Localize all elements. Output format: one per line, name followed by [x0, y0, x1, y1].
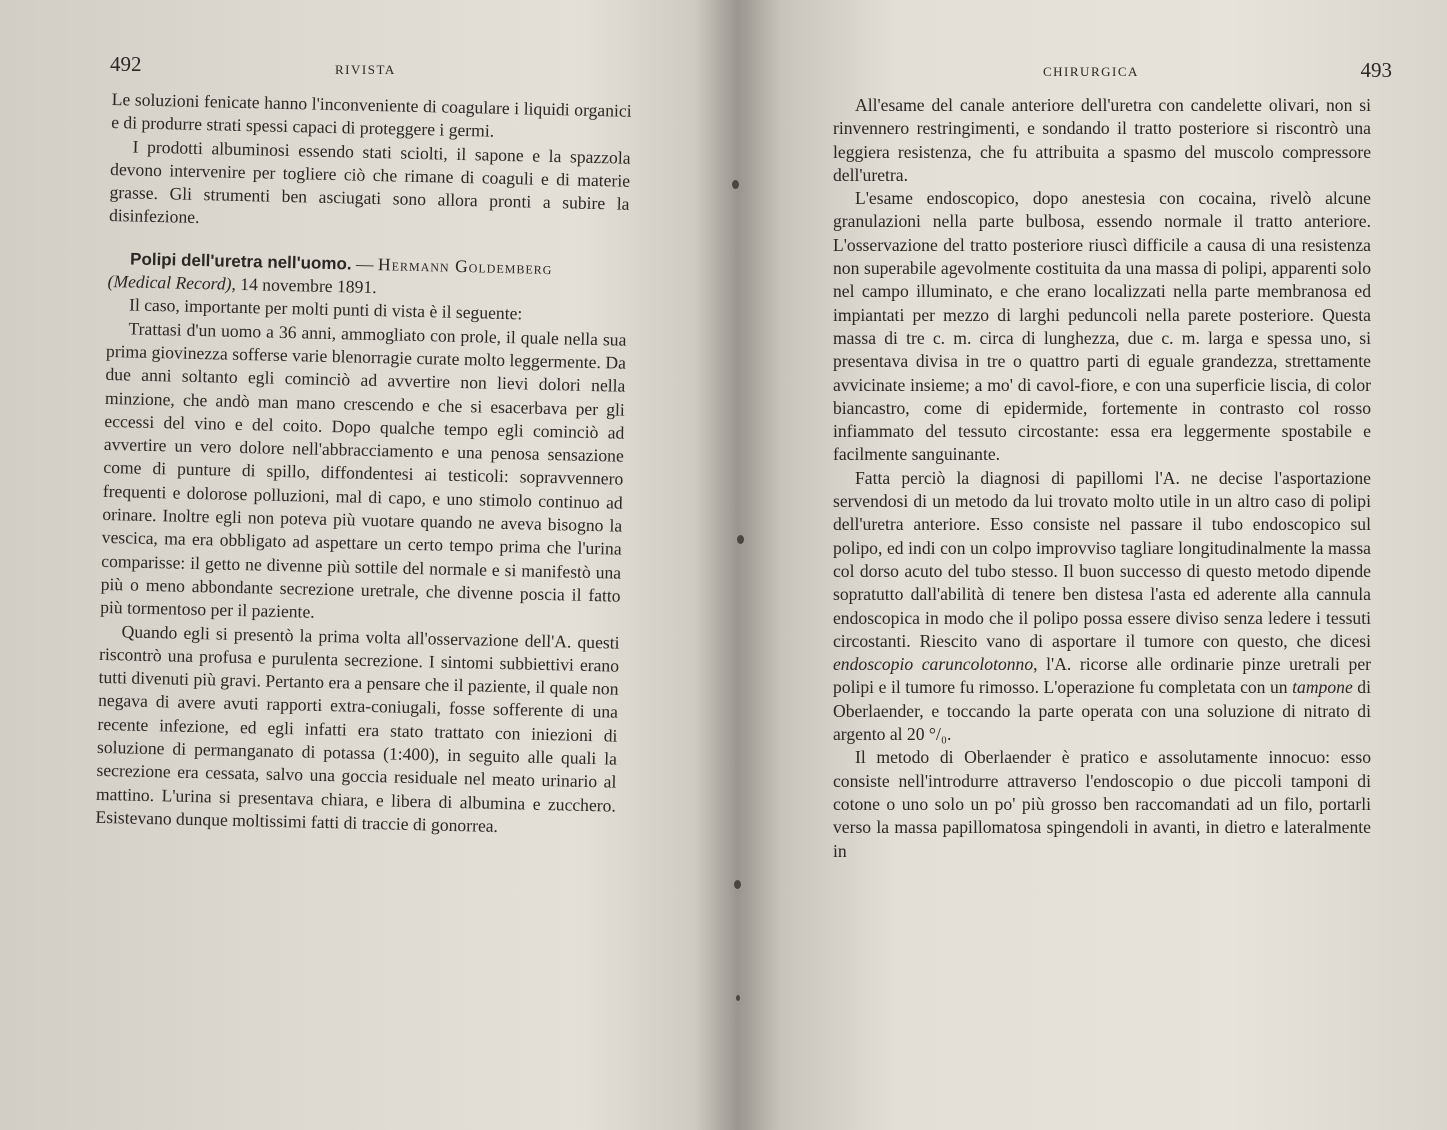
- paragraph: Quando egli si presentò la prima volta all'osservazione dell'A. questi riscontrò una profusa e purulenta secrezione. I sintomi subbiettivi erano tutti divenuti più gravi. Pertanto era a pensare che il paziente, il quale non negava di avere avuti rapporti extra-coniugali, fosse sofferente di una recente infezione, ed egli infatti era stato trattato con iniezioni di soluzione di permanganato di potassa (1:400), in seguito alle quali la secrezione era cessata, salvo una goccia residuale nel meato urinario al mattino. L'urina si presentava chiara, e libera di albumina e zucchero. Esistevano dunque moltissimi fatti di traccie di gonorrea.: [95, 620, 620, 836]
- left-page-text: [95, 88, 632, 841]
- ink-speck: [737, 535, 744, 544]
- paragraph-text: , l'A. ricorse alle ordinarie pinze uretrali per polipi e il tumore fu rimosso. L'operazione fu completata con un: [833, 654, 1371, 698]
- running-head: CHIRURGICA: [1043, 64, 1139, 79]
- running-head: RIVISTA: [335, 62, 396, 77]
- article-author: Hermann Goldemberg: [377, 253, 553, 278]
- right-page-text: [833, 94, 1371, 863]
- paragraph: I prodotti albuminosi essendo stati sciolti, il sapone e la spazzola devono intervenire per togliere ciò che rimane di coaguli e di materie grasse. Gli strumenti ben asciugati sono allora pronti a subire la disinfezione.: [108, 136, 631, 228]
- italic-term: endoscopio caruncolotonno: [833, 654, 1034, 675]
- paragraph: [833, 467, 1371, 747]
- ink-speck: [732, 180, 739, 189]
- paragraph: Le soluzioni fenicate hanno l'inconveniente di coagulare i liquidi organici e di produrre strati spessi capaci di proteggere i germi.: [110, 88, 632, 141]
- paragraph: All'esame del canale anteriore dell'uretra con candelette olivari, non si rinvennero restringimenti, e sondando il tratto posteriore si riscontrò una leggiera resistenza, che fu attribuita a spasmo del muscolo compressore dell'uretra.: [833, 95, 1371, 185]
- article-title: Polipi dell'uretra nell'uomo.: [129, 249, 352, 274]
- paragraph: L'esame endoscopico, dopo anestesia con cocaina, rivelò alcune granulazioni nella parte bulbosa, essendo normale il tratto anteriore. L'osservazione del tratto posteriore riuscì difficile a causa di una resistenza non superabile agevolmente costituita da una massa di polipi, apparenti solo nel campo illuminato, e che erano localizzati nella parte membranosa ed impiantati per mezzo di larghi peduncoli nella parete posteriore. Questa massa di tre c. m. circa di lunghezza, due c. m. larga e spessa uno, si presentava divisa in tre o quattro parti di eguale grandezza, strettamente avvicinate insieme; a mo' di cavol-fiore, e con una superficie liscia, di color biancastro, come di epidermide, fortemente in contrasto col rosso infiammato del tessuto circostante: essa era leggermente spostabile e facilmente sanguinante.: [833, 188, 1371, 465]
- right-page: [725, 0, 1447, 1130]
- paragraph-text: di Oberlaender, e toccando la parte operata con una soluzione di nitrato di argento al 20 °/₀.: [833, 677, 1371, 745]
- paragraph: Trattasi d'un uomo a 36 anni, ammogliato con prole, il quale nella sua prima giovinezza sofferse varie blenorragie curate molto leggermente. Da due anni soltanto egli cominciò ad avvertire non lievi dolori nella minzione, che andò man mano crescendo e che si esacerbava per gli eccessi del vino e del coito. Dopo qualche tempo egli cominciò ad avvertire un vero dolore nell'abbracciamento e una penosa sensazione come di punture di spillo, diffondentesi ai testicoli: sopravvennero frequenti e dolorose polluzioni, mal di capo, e uno stimolo continuo ad orinare. Inoltre egli non poteva più vuotare quando ne aveva bisogno la vescica, ma era obbligato ad aspettare un certo tempo prima che l'urina comparisse: il getto ne divenne più sottile del normale e si manifestò una più o meno abbondante secrezione uretrale, che divenne poscia il fatto più tormentoso per il paziente.: [99, 318, 627, 622]
- article-source: (Medical Record): [107, 271, 232, 294]
- italic-term: tampone: [1292, 677, 1353, 698]
- page-number: 492: [110, 52, 142, 76]
- page-number: 493: [1360, 58, 1392, 82]
- paragraph: Il metodo di Oberlaender è pratico e assolutamente innocuo: esso consiste nell'introdurre attraverso l'endoscopio o due piccoli tamponi di cotone o uno solo un po' più grosso ben raccomandati ad un filo, portarli verso la massa papillomatosa spingendoli in avanti, in dietro e lateralmente in: [833, 747, 1371, 861]
- article-date: , 14 novembre 1891.: [231, 273, 377, 298]
- paragraph-text: Fatta perciò la diagnosi di papillomi l'A. ne decise l'asportazione servendosi di un metodo da lui trovato molto utile in un altro caso di polipi dell'uretra anteriore. Esso consiste nel passare il tubo endoscopico sul polipo, ed indi con un colpo improvviso tagliare longitudinalmente la massa col dorso acuto del tubo stesso. Il buon successo di questo metodo dipende sopratutto dall'abilità di tenere ben distesa l'asta ed aderente alla cannula endoscopica in modo che il polipo possa essere diviso senza ledere i tessuti circostanti. Riescito vano di asportare il tumore con questo, che dicesi: [833, 467, 1371, 651]
- ink-speck: [736, 995, 740, 1001]
- ink-speck: [734, 880, 741, 889]
- paragraph: Il caso, importante per molti punti di vista è il seguente:: [128, 294, 523, 324]
- heading-dash: —: [351, 253, 379, 274]
